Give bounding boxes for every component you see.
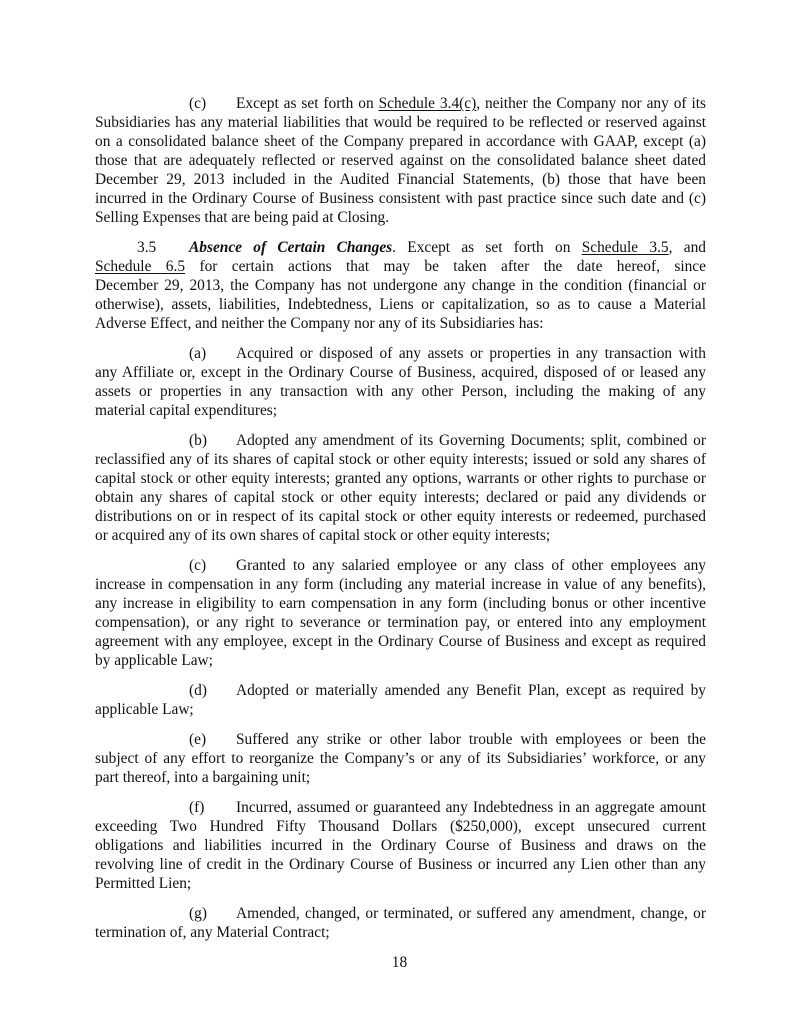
schedule-6-5-reference: Schedule 6.5 <box>95 258 186 275</box>
paragraph-line: by applicable Law; <box>95 652 213 669</box>
paragraph-line <box>95 904 706 923</box>
text-run: Adopted any amendment of its Governing Documents; split, combined or <box>236 432 706 449</box>
clause-label: (a) <box>189 345 207 362</box>
text-run: for certain actions that may be taken after the date hereof, since <box>185 258 706 275</box>
clause-label: (c) <box>189 557 207 574</box>
clause-3-5-e <box>95 730 706 787</box>
paragraph-line <box>95 681 706 700</box>
paragraph-line: material capital expenditures; <box>95 402 278 419</box>
clause-3-5-g <box>95 904 706 942</box>
paragraph-line: or acquired any of its own shares of capital stock or other equity interests; <box>95 527 551 544</box>
text-run: Adopted or materially amended any Benefit Plan, except as required by <box>236 682 706 699</box>
paragraph-line: reclassified any of its shares of capital stock or other equity interests; issued or sold any shares of <box>95 451 706 468</box>
text-run: Suffered any strike or other labor trouble with employees or been the <box>236 731 706 748</box>
paragraph-line: termination of, any Material Contract; <box>95 924 330 941</box>
paragraph-line <box>95 431 706 450</box>
section-3-5 <box>95 238 706 333</box>
paragraph-line <box>95 257 706 276</box>
paragraph-line: part thereof, into a bargaining unit; <box>95 769 311 786</box>
paragraph-line: any increase in eligibility to earn compensation in any form (including bonus or other incentive <box>95 595 706 612</box>
body-text <box>95 94 706 953</box>
paragraph-line <box>95 94 706 113</box>
text-run: Acquired or disposed of any assets or properties in any transaction with <box>236 345 706 362</box>
paragraph-line <box>95 730 706 749</box>
clause-label: (f) <box>189 799 205 816</box>
paragraph-line: on a consolidated balance sheet of the Company prepared in accordance with GAAP, except (a) <box>95 133 706 150</box>
clause-3-5-f <box>95 798 706 893</box>
paragraph-line <box>95 798 706 817</box>
clause-3-5-c <box>95 556 706 670</box>
paragraph-line: compensation), or any right to severance or termination pay, or entered into any employment <box>95 614 706 631</box>
clause-label: (d) <box>189 682 207 699</box>
section-heading: Absence of Certain Changes <box>189 239 393 256</box>
paragraph-line: agreement with any employee, except in the Ordinary Course of Business and except as required <box>95 633 706 650</box>
clause-label: (c) <box>189 95 207 112</box>
schedule-3-5-reference: Schedule 3.5 <box>581 239 669 256</box>
clause-label: (g) <box>189 905 207 922</box>
paragraph-line <box>95 556 706 575</box>
paragraph-line: obligations and liabilities incurred in the Ordinary Course of Business and draws on the <box>95 837 706 854</box>
paragraph-line: Permitted Lien; <box>95 875 192 892</box>
paragraph-line: assets or properties in any transaction with any other Person, including the making of any <box>95 383 706 400</box>
paragraph-line: Subsidiaries has any material liabilities that would be required to be reflected or reserved against <box>95 114 706 131</box>
paragraph-line: Adverse Effect, and neither the Company nor any of its Subsidiaries has: <box>95 315 544 332</box>
paragraph-line: exceeding Two Hundred Fifty Thousand Dollars ($250,000), except unsecured current <box>95 818 706 835</box>
text-run: Granted to any salaried employee or any class of other employees any <box>236 557 706 574</box>
text-run: . Except as set forth on <box>392 239 582 256</box>
paragraph-line: Selling Expenses that are being paid at Closing. <box>95 209 390 226</box>
text-run: Amended, changed, or terminated, or suffered any amendment, change, or <box>236 905 706 922</box>
paragraph-line: applicable Law; <box>95 701 194 718</box>
paragraph-line: incurred in the Ordinary Course of Business consistent with past practice since such date and (c) <box>95 190 706 207</box>
paragraph-line: increase in compensation in any form (including any material increase in value of any benefits), <box>95 576 706 593</box>
paragraph-line: obtain any shares of capital stock or other equity interests; declared or paid any dividends or <box>95 489 706 506</box>
page-number: 18 <box>391 954 408 971</box>
clause-3-4-c <box>95 94 706 227</box>
paragraph-line: capital stock or other equity interests; granted any options, warrants or other rights to purchase or <box>95 470 706 487</box>
clause-3-5-a <box>95 344 706 420</box>
text-run: Except as set forth on <box>236 95 379 112</box>
paragraph-line: any Affiliate or, except in the Ordinary Course of Business, acquired, disposed of or leased any <box>95 364 706 381</box>
schedule-3-4-c-reference: Schedule 3.4(c) <box>378 95 477 112</box>
clause-label: (e) <box>189 731 207 748</box>
paragraph-line: otherwise), assets, liabilities, Indebtedness, Liens or capitalization, so as to cause a Material <box>95 296 706 313</box>
clause-3-5-d <box>95 681 706 719</box>
text-run: , neither the Company nor any of its <box>476 95 706 112</box>
paragraph-line <box>95 344 706 363</box>
clause-3-5-b <box>95 431 706 545</box>
paragraph-line: December 29, 2013 included in the Audited Financial Statements, (b) those that have been <box>95 171 706 188</box>
paragraph-line: subject of any effort to reorganize the Company’s or any of its Subsidiaries’ workforce, or any <box>95 750 706 767</box>
section-number: 3.5 <box>137 239 157 256</box>
clause-label: (b) <box>189 432 207 449</box>
paragraph-line: December 29, 2013, the Company has not undergone any change in the condition (financial or <box>95 277 706 294</box>
paragraph-line: revolving line of credit in the Ordinary Course of Business or incurred any Lien other than any <box>95 856 706 873</box>
text-run: , and <box>668 239 706 256</box>
paragraph-line: those that are adequately reflected or reserved against on the consolidated balance sheet dated <box>95 152 706 169</box>
text-run: Incurred, assumed or guaranteed any Indebtedness in an aggregate amount <box>236 799 706 816</box>
paragraph-line: distributions on or in respect of its capital stock or other equity interests or redeemed, purchased <box>95 508 706 525</box>
paragraph-line <box>95 238 706 257</box>
